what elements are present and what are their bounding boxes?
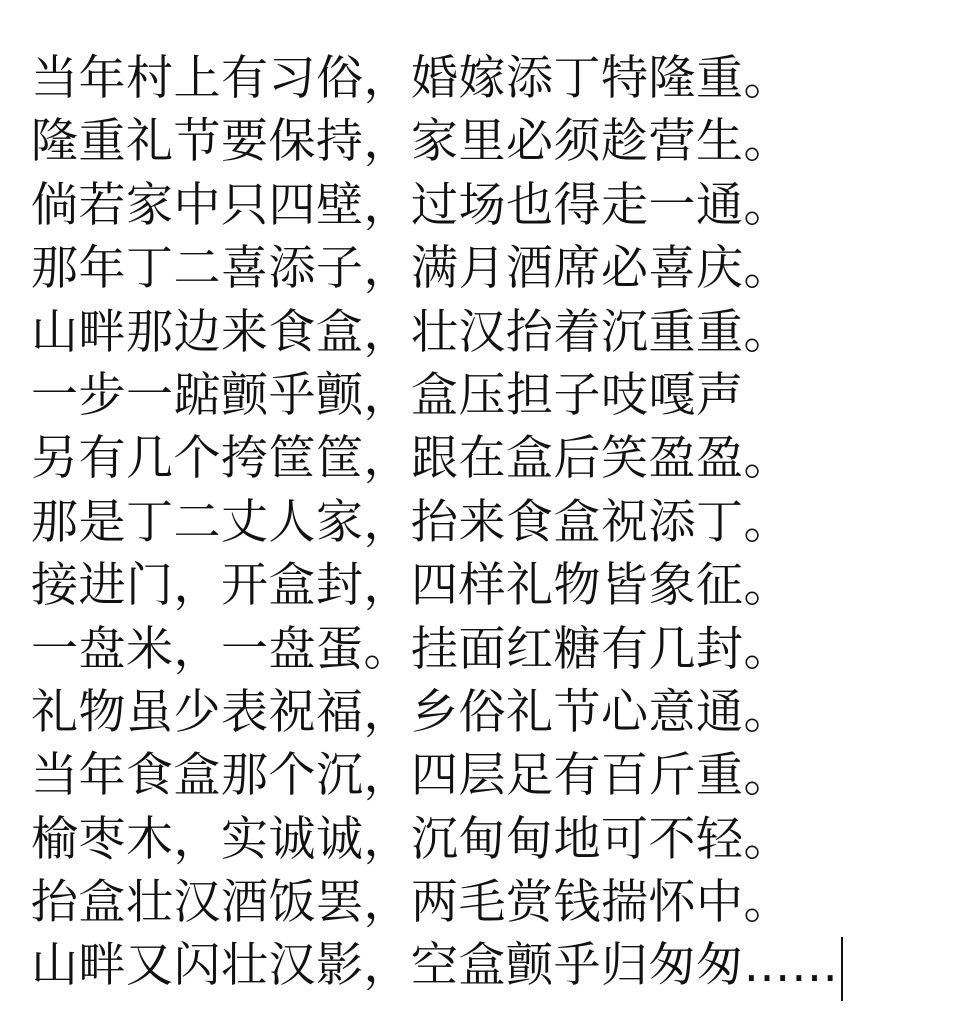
text-line: 榆枣木，实诚诚，沉甸甸地可不轻。 bbox=[31, 811, 791, 867]
text-line: 那年丁二喜添子，满月酒席必喜庆。 bbox=[31, 241, 791, 297]
text-line: 倘若家中只四壁，过场也得走一通。 bbox=[31, 177, 791, 233]
text-line: 山畔那边来食盒，壮汉抬着沉重重。 bbox=[31, 304, 791, 360]
text-line: 一盘米，一盘蛋。挂面红糖有几封。 bbox=[31, 621, 791, 677]
text-line: 当年食盒那个沉，四层足有百斤重。 bbox=[31, 748, 791, 804]
text-line: 另有几个挎筐筐，跟在盒后笑盈盈。 bbox=[31, 431, 791, 487]
text-line: 当年村上有习俗，婚嫁添丁特隆重。 bbox=[31, 51, 791, 106]
last-line-text: 山畔又闪壮汉影，空盒颤乎归匆匆…… bbox=[31, 938, 839, 994]
text-line: 礼物虽少表祝福，乡俗礼节心意通。 bbox=[31, 684, 791, 740]
text-line: 接进门，开盒封，四样礼物皆象征。 bbox=[31, 558, 791, 614]
text-line: 抬盒壮汉酒饭罢，两毛赏钱揣怀中。 bbox=[31, 875, 791, 931]
text-line: 那是丁二丈人家，抬来食盒祝添丁。 bbox=[31, 494, 791, 550]
text-line: 一步一踮颤乎颤，盒压担子吱嘎声 bbox=[31, 367, 744, 423]
text-line: 隆重礼节要保持，家里必须趁营生。 bbox=[31, 114, 791, 170]
text-cursor bbox=[841, 937, 843, 1001]
text-line-last[interactable] bbox=[31, 934, 959, 997]
